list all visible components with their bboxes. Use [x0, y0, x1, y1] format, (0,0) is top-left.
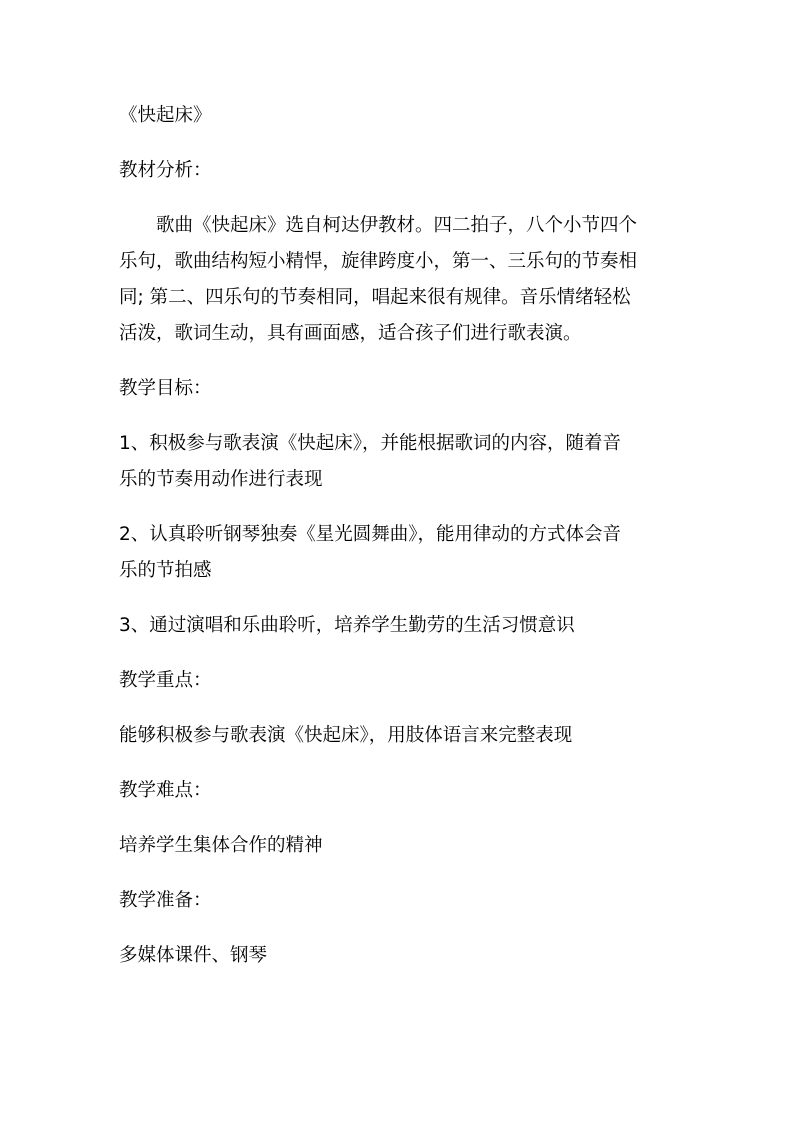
document-body — [119, 98, 679, 974]
analysis-line: 活泼，歌词生动，具有画面感，适合孩子们进行歌表演。 — [119, 323, 582, 344]
goal-item-2 — [119, 517, 679, 589]
analysis-line: 同; 第二、四乐句的节奏相同，唱起来很有规律。音乐情绪轻松 — [119, 287, 631, 308]
goal-line: 2、认真聆听钢琴独奏《星光圆舞曲》，能用律动的方式体会音 — [119, 524, 622, 545]
key-text: 能够积极参与歌表演《快起床》，用肢体语言来完整表现 — [119, 725, 573, 746]
goal-line: 乐的节拍感 — [119, 560, 212, 581]
goal-item-1 — [119, 426, 679, 498]
analysis-line: 歌曲《快起床》选自柯达伊教材。四二拍子，八个小节四个 — [156, 215, 638, 236]
prep-heading: 教学准备： — [119, 890, 212, 911]
goal-line: 1、积极参与歌表演《快起床》，并能根据歌词的内容，随着音 — [119, 433, 622, 454]
analysis-line: 乐句，歌曲结构短小精悍，旋律跨度小，第一、三乐句的节奏相 — [119, 251, 638, 272]
difficulty-text: 培养学生集体合作的精神 — [119, 835, 323, 856]
analysis-heading: 教材分析： — [119, 160, 212, 181]
goals-heading: 教学目标： — [119, 378, 212, 399]
prep-text: 多媒体课件、钢琴 — [119, 945, 268, 966]
key-heading: 教学重点： — [119, 670, 212, 691]
goal-line: 乐的节奏用动作进行表现 — [119, 469, 323, 490]
document-title: 《快起床》 — [119, 105, 212, 126]
difficulty-heading: 教学难点： — [119, 780, 212, 801]
analysis-paragraph — [119, 208, 679, 352]
goal-item-3: 3、通过演唱和乐曲聆听，培养学生勤劳的生活习惯意识 — [119, 615, 575, 636]
